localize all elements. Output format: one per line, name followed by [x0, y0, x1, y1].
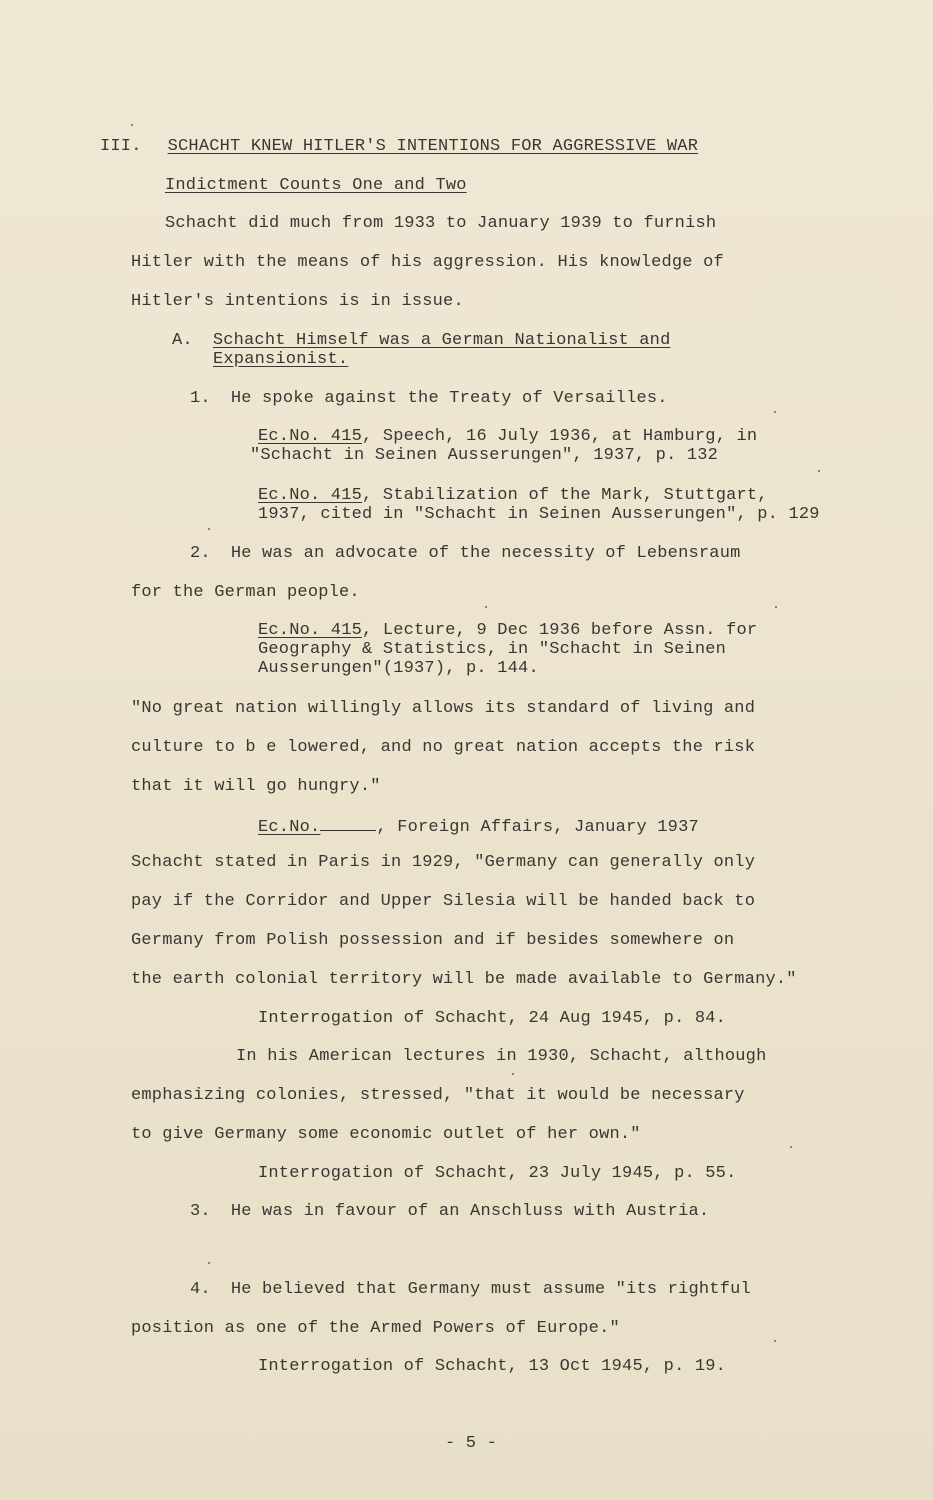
- citation-foreign-affairs: [258, 816, 699, 838]
- american-line-2: emphasizing colonies, stressed, "that it would be necessary: [131, 1086, 745, 1105]
- citation-3-line-2: Geography & Statistics, in "Schacht in Seinen: [258, 640, 727, 659]
- item-4: [190, 1280, 751, 1300]
- scan-speck: [131, 124, 133, 126]
- item-2-text-2: for the German people.: [131, 583, 360, 602]
- scan-speck: [774, 1340, 776, 1342]
- citation-2-rest: , Stabilization of the Mark, Stuttgart,: [362, 486, 768, 505]
- intro-line-2: Hitler with the means of his aggression. His knowledge of: [131, 253, 724, 272]
- quote-line-3: that it will go hungry.": [131, 777, 381, 796]
- point-a-title-2: Expansionist.: [213, 350, 349, 369]
- paris-line-1: Schacht stated in Paris in 1929, "Germany can generally only: [131, 853, 756, 872]
- citation-2-line-2: 1937, cited in "Schacht in Seinen Ausserungen", p. 129: [258, 505, 820, 524]
- scan-speck: [774, 411, 776, 413]
- interrogation-2: Interrogation of Schacht, 23 July 1945, p. 55.: [258, 1164, 737, 1183]
- citation-foreign-blank: [320, 816, 376, 831]
- section-numeral: III.: [100, 137, 142, 156]
- intro-line-1: Schacht did much from 1933 to January 1939 to furnish: [165, 214, 717, 233]
- item-3: [190, 1202, 709, 1222]
- quote-line-1: "No great nation willingly allows its standard of living and: [131, 699, 756, 718]
- citation-foreign-ref: Ec.No.: [258, 818, 321, 837]
- scan-speck: [208, 528, 210, 530]
- intro-line-3: Hitler's intentions is in issue.: [131, 292, 464, 311]
- section-heading: [100, 137, 698, 157]
- section-title: SCHACHT KNEW HITLER'S INTENTIONS FOR AGGRESSIVE WAR: [167, 137, 699, 156]
- citation-3: [258, 621, 757, 641]
- scan-speck: [775, 606, 777, 608]
- citation-3-ref: Ec.No. 415: [258, 621, 363, 640]
- scan-speck: [512, 1073, 514, 1075]
- american-line-1: In his American lectures in 1930, Schacht, although: [236, 1047, 767, 1066]
- item-4-text-2: position as one of the Armed Powers of Europe.": [131, 1319, 620, 1338]
- citation-1-line-2: "Schacht in Seinen Ausserungen", 1937, p. 132: [250, 446, 719, 465]
- citation-foreign-rest: , Foreign Affairs, January 1937: [376, 818, 699, 837]
- point-a-label: A.: [172, 331, 193, 350]
- citation-1-rest: , Speech, 16 July 1936, at Hamburg, in: [362, 427, 758, 446]
- page-number: - 5 -: [445, 1434, 498, 1453]
- item-1-text: He spoke against the Treaty of Versailles.: [230, 389, 668, 408]
- section-subtitle: Indictment Counts One and Two: [165, 176, 467, 195]
- item-4-label: 4.: [190, 1280, 211, 1299]
- item-3-label: 3.: [190, 1202, 211, 1221]
- item-2-label: 2.: [190, 544, 211, 563]
- citation-2-ref: Ec.No. 415: [258, 486, 363, 505]
- scan-speck: [790, 1146, 792, 1148]
- scan-speck: [208, 1262, 210, 1264]
- american-line-3: to give Germany some economic outlet of her own.": [131, 1125, 641, 1144]
- interrogation-3: Interrogation of Schacht, 13 Oct 1945, p. 19.: [258, 1357, 727, 1376]
- citation-2: [258, 486, 768, 506]
- item-2-text-1: He was an advocate of the necessity of Lebensraum: [230, 544, 741, 563]
- scan-speck: [485, 606, 487, 608]
- item-2: [190, 544, 741, 564]
- scan-speck: [818, 470, 820, 472]
- point-a: [172, 331, 671, 351]
- item-4-text-1: He believed that Germany must assume "its rightful: [230, 1280, 751, 1299]
- citation-1: [258, 427, 757, 447]
- paris-line-2: pay if the Corridor and Upper Silesia will be handed back to: [131, 892, 756, 911]
- item-1: [190, 389, 668, 409]
- citation-3-line-3: Ausserungen"(1937), p. 144.: [258, 659, 539, 678]
- quote-line-2: culture to b e lowered, and no great nation accepts the risk: [131, 738, 756, 757]
- interrogation-1: Interrogation of Schacht, 24 Aug 1945, p. 84.: [258, 1009, 727, 1028]
- point-a-title-1: Schacht Himself was a German Nationalist and: [212, 331, 671, 350]
- item-1-label: 1.: [190, 389, 211, 408]
- paris-line-4: the earth colonial territory will be made available to Germany.": [131, 970, 797, 989]
- citation-1-ref: Ec.No. 415: [258, 427, 363, 446]
- item-3-text: He was in favour of an Anschluss with Austria.: [230, 1202, 710, 1221]
- citation-3-rest: , Lecture, 9 Dec 1936 before Assn. for: [362, 621, 758, 640]
- paris-line-3: Germany from Polish possession and if besides somewhere on: [131, 931, 735, 950]
